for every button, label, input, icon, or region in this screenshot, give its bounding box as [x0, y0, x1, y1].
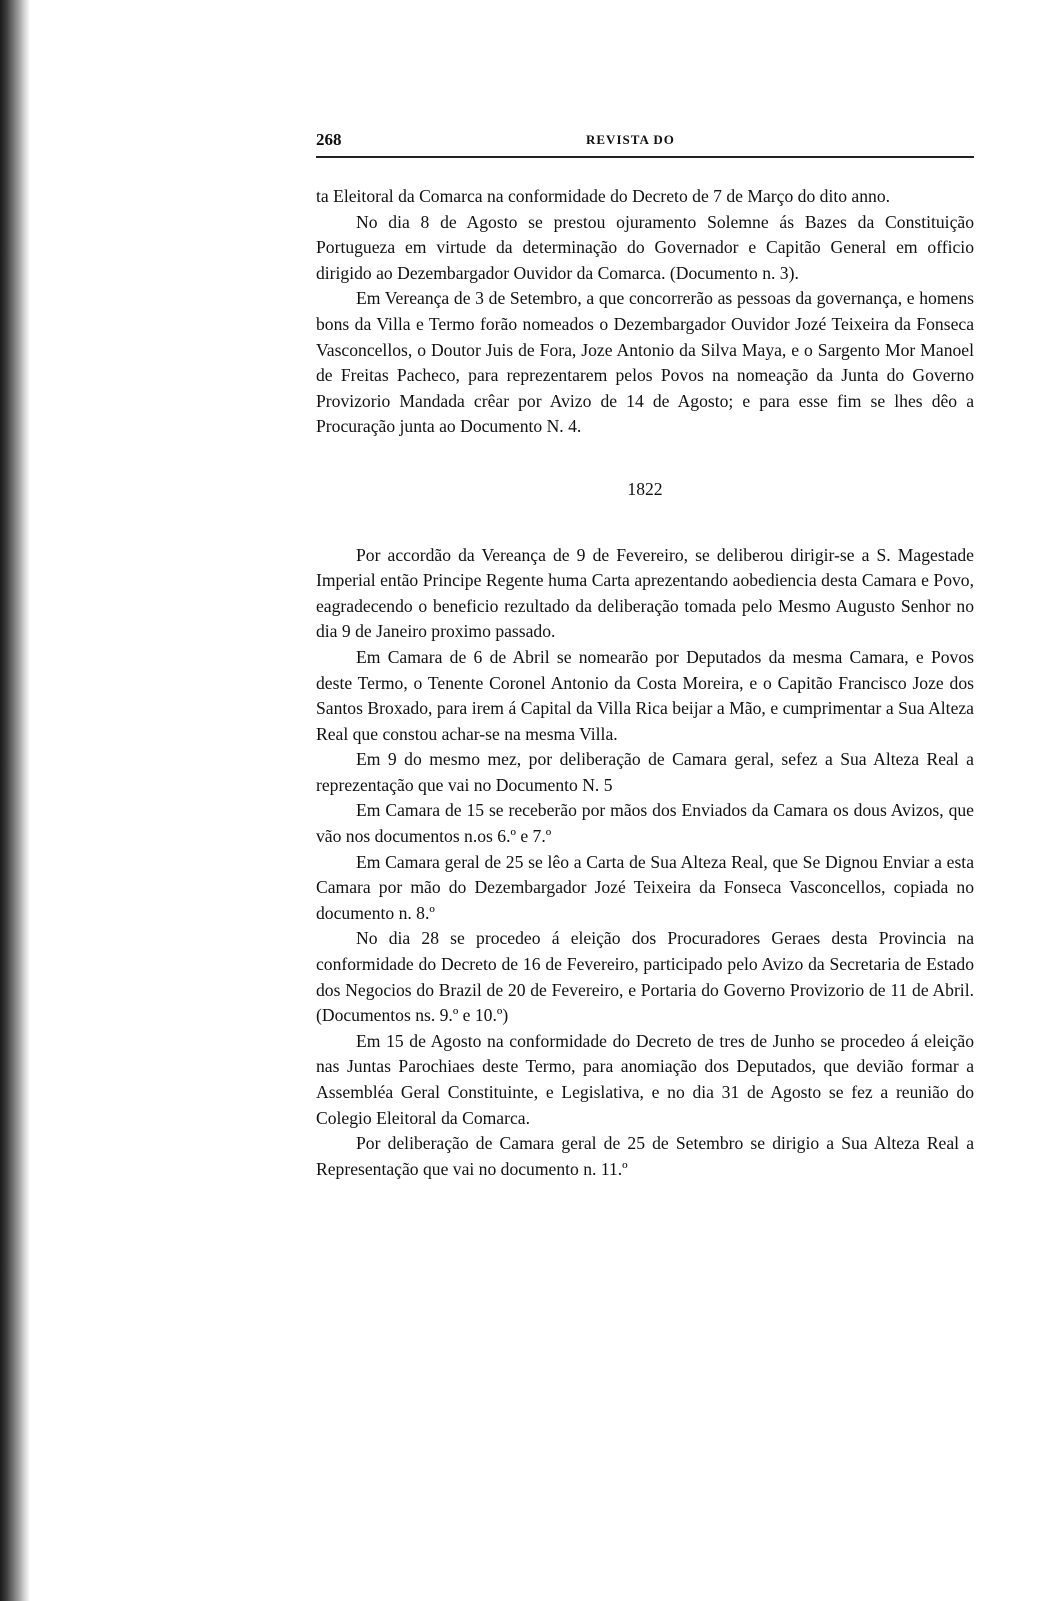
year-heading: 1822 [627, 478, 663, 499]
paragraph: ta Eleitoral da Comarca na conformidade do Decreto de 7 de Março do dito anno. [316, 186, 891, 206]
paragraph: Em Camara de 6 de Abril se nomearão por Deputados da mesma Camara, e Povos deste Termo, o Tenente Coronel Antonio da Costa Moreira, e o Capitão Francisco Joze dos Santos Broxado, para irem á Capital da Villa Rica beijar a Mão, e cumprimentar a Sua Alteza Real que constou achar-se na mesma Villa. [316, 646, 974, 744]
page-header [316, 120, 974, 158]
document-page [316, 120, 974, 1182]
running-title: REVISTA DO [586, 132, 675, 147]
page-body [316, 184, 974, 1182]
page-number: 268 [316, 130, 342, 149]
paragraph: No dia 8 de Agosto se prestou ojuramento Solemne ás Bazes da Constituição Portugueza em virtude da determinação do Governador e Capitão General em officio dirigido ao Dezembargador Ouvidor da Comarca. (Documento n. 3). [316, 211, 974, 283]
paragraph: Em 15 de Agosto na conformidade do Decreto de tres de Junho se procedeo á eleição nas Juntas Parochiaes deste Termo, para anomiação dos Deputados, que devião formar a Assembléa Geral Constituinte, e Legislativa, e no dia 31 de Agosto se fez a reunião do Colegio Eleitoral da Comarca. [316, 1030, 974, 1128]
paragraph: Por accordão da Vereança de 9 de Fevereiro, se deliberou dirigir-se a S. Magestade Imperial então Principe Regente huma Carta aprezentando aobediencia desta Camara e Povo, eagradecendo o beneficio rezultado da deliberação tomada pelo Mesmo Augusto Senhor no dia 9 de Janeiro proximo passado. [316, 544, 974, 642]
book-spine-shadow [0, 0, 30, 1601]
paragraph: Por deliberação de Camara geral de 25 de Setembro se dirigio a Sua Alteza Real a Representação que vai no documento n. 11.º [316, 1133, 974, 1179]
paragraph: Em Camara geral de 25 se lêo a Carta de Sua Alteza Real, que Se Dignou Enviar a esta Camara por mão do Dezembargador Jozé Teixeira da Fonseca Vasconcellos, copiada no documento n. 8.º [316, 851, 974, 923]
paragraph: Em Vereança de 3 de Setembro, a que concorrerão as pessoas da governança, e homens bons da Villa e Termo forão nomeados o Dezembargador Ouvidor Jozé Teixeira da Fonseca Vasconcellos, o Doutor Juis de Fora, Joze Antonio da Silva Maya, e o Sargento Mor Manoel de Freitas Pacheco, para reprezentarem pelos Povos na nomeação da Junta do Governo Provizorio Mandada crêar por Avizo de 14 de Agosto; e para esse fim se lhes dêo a Procuração junta ao Documento N. 4. [316, 288, 974, 437]
paragraph: Em 9 do mesmo mez, por deliberação de Camara geral, sefez a Sua Alteza Real a reprezentação que vai no Documento N. 5 [316, 749, 974, 795]
paragraph: No dia 28 se procedeo á eleição dos Procuradores Geraes desta Provincia na conformidade do Decreto de 16 de Fevereiro, participado pelo Avizo da Secretaria de Estado dos Negocios do Brazil de 20 de Fevereiro, e Portaria do Governo Provizorio de 11 de Abril. (Documentos ns. 9.º e 10.º) [316, 928, 974, 1026]
paragraph: Em Camara de 15 se receberão por mãos dos Enviados da Camara os dous Avizos, que vão nos documentos n.os 6.º e 7.º [316, 800, 974, 847]
